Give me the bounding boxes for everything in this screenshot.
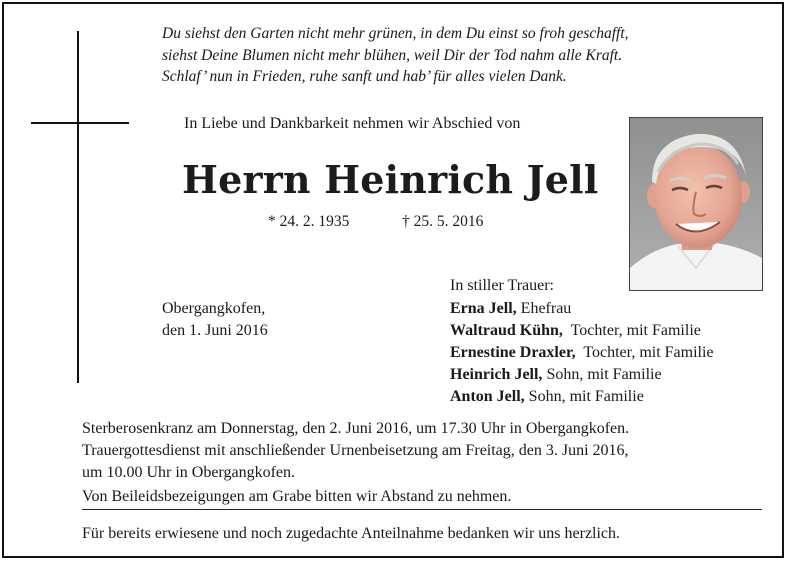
info-line: um 10.00 Uhr in Obergangkofen. [82, 464, 295, 481]
request-line: Von Beileidsbezeigungen am Grabe bitten wir Abstand zu nehmen. [82, 488, 512, 505]
mourner-name: Ernestine Draxler, [450, 344, 576, 361]
thanks-line: Für bereits erwiesene und noch zugedachte Anteilnahme bedanken wir uns herzlich. [82, 525, 621, 542]
intro-text: In Liebe und Dankbarkeit nehmen wir Abschied von [184, 115, 521, 132]
mourner-name: Erna Jell, [450, 300, 517, 317]
portrait-photo [629, 117, 763, 291]
mourner [450, 344, 714, 362]
obituary-card [2, 2, 784, 558]
divider [82, 509, 762, 510]
poem-line: siehst Deine Blumen nicht mehr blühen, weil Dir der Tod nahm alle Kraft. [162, 46, 623, 64]
info-line: Trauergottesdienst mit anschließender Urnenbeisetzung am Freitag, den 3. Juni 2016, [82, 442, 629, 459]
death-date: † 25. 5. 2016 [402, 213, 484, 230]
mourning-title: In stiller Trauer: [450, 277, 554, 294]
mourner [450, 388, 644, 406]
info-line: Sterberosenkranz am Donnerstag, den 2. Juni 2016, um 17.30 Uhr in Obergangkofen. [82, 420, 630, 437]
poem [162, 23, 762, 88]
deceased-name: Herrn Heinrich Jell [182, 157, 599, 202]
mourner [450, 322, 701, 340]
poem-line: Schlaf’ nun in Frieden, ruhe sanft und hab’ für alles vielen Dank. [162, 68, 567, 85]
mourner-relation: Sohn, mit Familie [524, 388, 644, 405]
place: Obergangkofen, [162, 300, 266, 317]
poem-line: Du siehst den Garten nicht mehr grünen, in dem Du einst so froh geschafft, [162, 25, 629, 42]
cross-icon-horizontal [31, 122, 129, 124]
mourner-relation: Sohn, mit Familie [542, 366, 662, 383]
birth-date: * 24. 2. 1935 [268, 213, 350, 230]
cross-icon-vertical [77, 31, 79, 383]
mourner-relation: Tochter, mit Familie [575, 344, 714, 361]
mourner-name: Heinrich Jell, [450, 366, 543, 383]
mourner [450, 300, 571, 318]
mourner-name: Waltraud Kühn, [450, 322, 563, 339]
mourner-relation: Ehefrau [516, 300, 572, 317]
mourner [450, 366, 662, 384]
mourner-relation: Tochter, mit Familie [562, 322, 701, 339]
mourner-name: Anton Jell, [450, 388, 525, 405]
date: den 1. Juni 2016 [162, 322, 268, 339]
